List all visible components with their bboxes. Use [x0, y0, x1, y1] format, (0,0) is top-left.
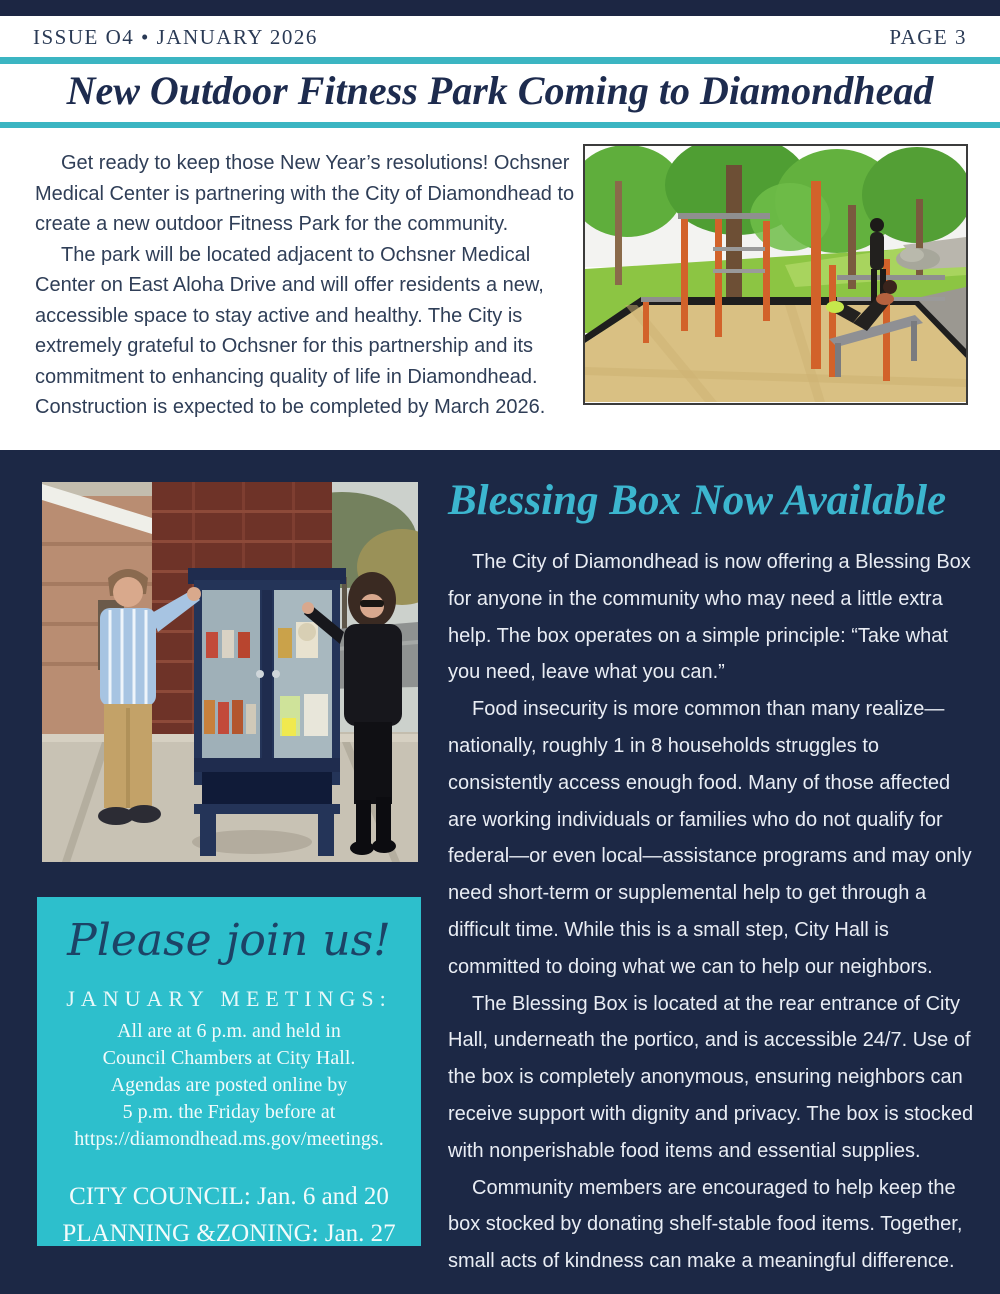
blessing-box-photo-illustration [42, 482, 418, 862]
meetings-announcement-box [37, 897, 421, 1246]
planning-zoning-dates: PLANNING &ZONING: Jan. 27 [62, 1220, 396, 1247]
page-header [0, 16, 1000, 57]
meetings-title: Please join us! [67, 915, 391, 966]
fitness-park-illustration [585, 146, 966, 403]
meetings-events [37, 1178, 421, 1252]
meetings-url: https://diamondhead.ms.gov/meetings. [74, 1128, 384, 1150]
article1-body [35, 148, 583, 423]
blessing-box-section [0, 450, 1000, 1294]
article2-body [448, 544, 976, 1280]
meetings-detail-line: All are at 6 p.m. and held in [117, 1020, 341, 1042]
article1-headline: New Outdoor Fitness Park Coming to Diamondhead [66, 68, 934, 113]
meetings-details [37, 1018, 421, 1153]
fitness-park-image [583, 144, 968, 405]
article2-paragraph: Community members are encouraged to help keep the box stocked by donating shelf-stable food items. Together, small acts of kindness can make a meaningful difference. [448, 1176, 963, 1273]
meetings-subtitle: JANUARY MEETINGS: [66, 986, 392, 1011]
article2-headline: Blessing Box Now Available [448, 477, 947, 524]
article1-paragraph: Get ready to keep those New Year’s resolutions! Ochsner Medical Center is partnering with the City of Diamondhead to create a new outdoor Fitness Park for the community. [35, 152, 575, 235]
page-number-label: PAGE 3 [889, 25, 967, 49]
article2-paragraph: Food insecurity is more common than many realize—nationally, roughly 1 in 8 households struggles to consistently access enough food. Many of those affected are working individuals or families who do not qualify for federal—or even local—assistance programs and may only need short-term or supplemental help to get through a difficult time. While this is a small step, City Hall is committed to doing what we can to help our neighbors. [448, 698, 972, 978]
article2-paragraph: The City of Diamondhead is now offering a Blessing Box for anyone in the community who may need a little extra help. The box operates on a simple principle: “Take what you need, leave what you can.” [448, 551, 971, 684]
top-border-bar [0, 0, 1000, 16]
fitness-park-article [0, 128, 1000, 457]
article1-paragraph: The park will be located adjacent to Ochsner Medical Center on East Aloha Drive and will offer residents a new, accessible space to stay active and healthy. The City is extremely grateful to Ochsner for this partnership and its commitment to enhancing quality of life in Diamondhead. Construction is expected to be completed by March 2026. [35, 243, 546, 418]
blessing-box-photo [42, 482, 418, 862]
meetings-detail-line: 5 p.m. the Friday before at [122, 1101, 336, 1123]
city-council-dates: CITY COUNCIL: Jan. 6 and 20 [69, 1183, 389, 1210]
teal-divider-top [0, 57, 1000, 64]
meetings-detail-line: Council Chambers at City Hall. [102, 1047, 356, 1069]
meetings-detail-line: Agendas are posted online by [110, 1074, 348, 1096]
issue-label: ISSUE O4 • JANUARY 2026 [33, 25, 318, 49]
article2-paragraph: The Blessing Box is located at the rear entrance of City Hall, underneath the portico, and is accessible 24/7. Use of the box is completely anonymous, ensuring neighbors can receive support with dignity and privacy. The box is stocked with nonperishable food items and essential supplies. [448, 992, 974, 1162]
